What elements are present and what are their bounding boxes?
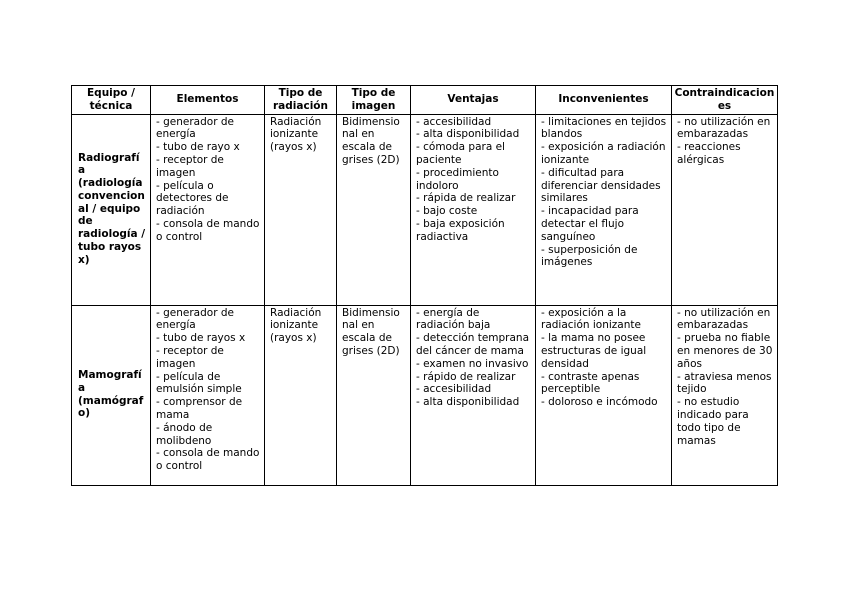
- list-item: - receptor de imagen: [156, 153, 224, 179]
- cell-tipo-imagen: Bidimensional en escala de grises (2D): [337, 114, 411, 305]
- list-item: - doloroso e incómodo: [541, 396, 658, 409]
- cell-inconvenientes: [536, 114, 672, 305]
- list-item: - procedimiento indoloro: [416, 166, 499, 192]
- cell-ventajas: [411, 114, 536, 305]
- list-item: - energía de radiación baja: [416, 306, 491, 332]
- list-item: - contraste apenas perceptible: [541, 370, 640, 396]
- list-item: - detección temprana del cáncer de mama: [416, 332, 530, 357]
- list-item: - dificultad para diferenciar densidades similares: [541, 166, 661, 205]
- list-item: - exposición a radiación ionizante: [541, 141, 666, 166]
- list-item: - cómoda para el paciente: [416, 141, 505, 166]
- list-item: - incapacidad para detectar el flujo sanguíneo: [541, 205, 639, 243]
- list-item: - generador de energía: [156, 115, 234, 141]
- list-item: - accesibilidad: [416, 383, 492, 396]
- comparison-table: [71, 85, 778, 486]
- list-item: - baja exposición radiactiva: [416, 217, 505, 243]
- list-item: - prueba no fiable en menores de 30 años: [677, 332, 773, 370]
- header-row: [72, 86, 778, 115]
- header-contraindicaciones: Contraindicaciones: [672, 86, 778, 115]
- list-item: - generador de energía: [156, 306, 234, 332]
- cell-equipo: Mamografía (mamógrafo): [72, 305, 151, 485]
- cell-equipo: Radiografía (radiología convencional / equipo de radiología / tubo rayos x): [72, 114, 151, 305]
- list-item: - no estudio indicado para todo tipo de mamas: [677, 396, 749, 447]
- list-item: - limitaciones en tejidos blandos: [541, 115, 667, 141]
- table-row: [72, 114, 778, 305]
- list-item: - no utilización en embarazadas: [677, 115, 771, 141]
- cell-inconvenientes: [536, 305, 672, 485]
- cell-contraindicaciones: [672, 114, 778, 305]
- list-item: - examen no invasivo: [416, 357, 529, 370]
- table-row: [72, 305, 778, 485]
- list-item: - película de emulsión simple: [156, 370, 242, 396]
- header-inconvenientes: Inconvenientes: [536, 86, 672, 115]
- list-item: - receptor de imagen: [156, 344, 224, 370]
- list-item: - alta disponibilidad: [416, 396, 520, 409]
- list-item: - alta disponibilidad: [416, 128, 520, 141]
- list-item: - bajo coste: [416, 205, 478, 218]
- header-elementos: Elementos: [151, 86, 265, 115]
- list-item: - superposición de imágenes: [541, 243, 638, 269]
- list-item: - atraviesa menos tejido: [677, 370, 772, 396]
- cell-ventajas: [411, 305, 536, 485]
- header-equipo: Equipo / técnica: [72, 86, 151, 115]
- header-tipo-radiacion: Tipo de radiación: [265, 86, 337, 115]
- list-item: - tubo de rayos x: [156, 332, 246, 345]
- list-item: - reacciones alérgicas: [677, 141, 741, 166]
- list-item: - consola de mando o control: [156, 217, 260, 243]
- list-item: - la mama no posee estructuras de igual densidad: [541, 332, 647, 370]
- cell-contraindicaciones: [672, 305, 778, 485]
- cell-tipo-radiacion: Radiación ionizante (rayos x): [265, 305, 337, 485]
- header-tipo-imagen: Tipo de imagen: [337, 86, 411, 115]
- cell-elementos: [151, 305, 265, 485]
- header-ventajas: Ventajas: [411, 86, 536, 115]
- list-item: - consola de mando o control: [156, 447, 260, 473]
- list-item: - rápida de realizar: [416, 192, 516, 205]
- list-item: - exposición a la radiación ionizante: [541, 306, 641, 332]
- list-item: - no utilización en embarazadas: [677, 306, 771, 332]
- cell-tipo-radiacion: Radiación ionizante (rayos x): [265, 114, 337, 305]
- cell-elementos: [151, 114, 265, 305]
- list-item: - tubo de rayo x: [156, 141, 240, 154]
- list-item: - comprensor de mama: [156, 396, 243, 421]
- list-item: - ánodo de molibdeno: [156, 421, 213, 447]
- list-item: - accesibilidad: [416, 115, 492, 128]
- list-item: - película o detectores de radiación: [156, 179, 229, 218]
- list-item: - rápido de realizar: [416, 370, 516, 383]
- cell-tipo-imagen: Bidimensional en escala de grises (2D): [337, 305, 411, 485]
